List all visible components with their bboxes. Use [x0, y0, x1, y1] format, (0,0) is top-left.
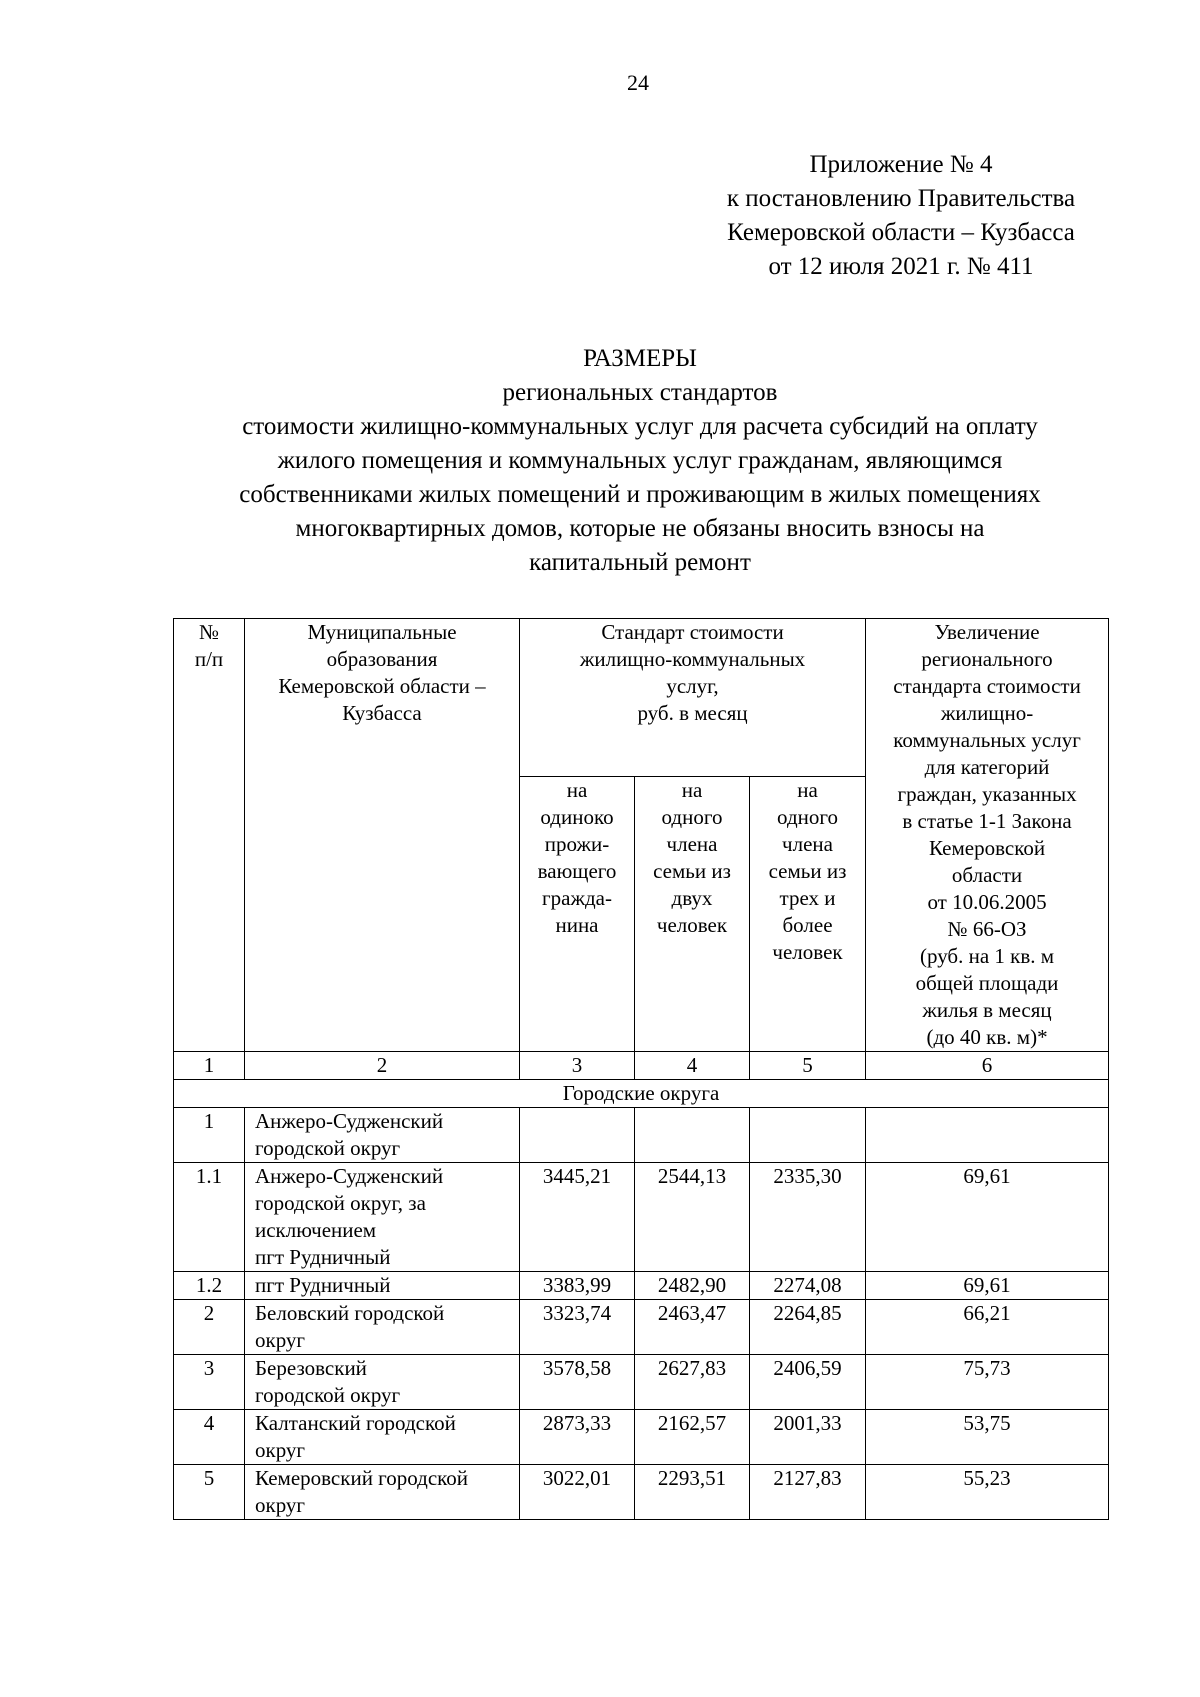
appendix-line: от 12 июля 2021 г. № 411: [768, 253, 1034, 280]
value-single: 3578,58: [520, 1355, 635, 1410]
value-three: 2264,85: [750, 1300, 866, 1355]
table-row: [174, 1108, 1109, 1163]
value-increase: 69,61: [866, 1272, 1109, 1300]
row-number: 3: [174, 1355, 245, 1410]
value-three: 2001,33: [750, 1410, 866, 1465]
table-row: [174, 1465, 1109, 1520]
appendix-line: к постановлению Правительства: [726, 185, 1076, 212]
municipality-name: Кемеровский городской округ: [245, 1465, 520, 1520]
row-number: 5: [174, 1465, 245, 1520]
appendix-block: [640, 148, 1162, 284]
table-row: [174, 1355, 1109, 1410]
value-single: 3323,74: [520, 1300, 635, 1355]
table-row: [174, 1163, 1109, 1272]
value-three: 2127,83: [750, 1465, 866, 1520]
title-line: региональных стандартов: [502, 379, 778, 406]
table-row: [174, 1410, 1109, 1465]
municipality-name: пгт Рудничный: [245, 1272, 520, 1300]
title-line: многоквартирных домов, которые не обязаны вносить взносы на: [295, 515, 985, 542]
value-two: 2463,47: [635, 1300, 750, 1355]
value-three: 2335,30: [750, 1163, 866, 1272]
value-two: 2627,83: [635, 1355, 750, 1410]
section-label: Городские округа: [174, 1080, 1109, 1108]
title-line: капитальный ремонт: [529, 549, 751, 576]
title-line: собственниками жилых помещений и проживающим в жилых помещениях: [239, 481, 1041, 508]
value-two: 2162,57: [635, 1410, 750, 1465]
appendix-line: Кемеровской области – Кузбасса: [727, 219, 1075, 246]
table-row: [174, 1300, 1109, 1355]
header-num: № п/п: [174, 619, 245, 1052]
col-number: 5: [750, 1052, 866, 1080]
row-number: 1.1: [174, 1163, 245, 1272]
value-two: 2293,51: [635, 1465, 750, 1520]
page-number: 24: [627, 70, 649, 95]
value-single: 3383,99: [520, 1272, 635, 1300]
table-body: [174, 1108, 1109, 1520]
header-municipality: Муниципальные образования Кемеровской области – Кузбасса: [245, 619, 520, 1052]
table-row: [174, 1272, 1109, 1300]
value-three: 2274,08: [750, 1272, 866, 1300]
col-number: 1: [174, 1052, 245, 1080]
header-three: на одного члена семьи из трех и более человек: [750, 776, 866, 1051]
title-line: жилого помещения и коммунальных услуг гражданам, являющимся: [277, 447, 1003, 474]
appendix-line: Приложение № 4: [809, 151, 993, 178]
municipality-name: Анжеро-Судженский городской округ, за исключением пгт Рудничный: [245, 1163, 520, 1272]
value-three: [750, 1108, 866, 1163]
document-title: [150, 342, 1130, 580]
value-increase: 55,23: [866, 1465, 1109, 1520]
header-single: на одиноко прожи- вающего гражда- нина: [520, 776, 635, 1051]
value-increase: 75,73: [866, 1355, 1109, 1410]
col-number: 6: [866, 1052, 1109, 1080]
standards-table: [173, 618, 1109, 1520]
value-increase: [866, 1108, 1109, 1163]
row-number: 2: [174, 1300, 245, 1355]
value-two: 2544,13: [635, 1163, 750, 1272]
value-two: 2482,90: [635, 1272, 750, 1300]
table-header: [174, 619, 1109, 1052]
header-increase: Увеличение регионального стандарта стоимости жилищно- коммунальных услуг для категорий граждан, указанных в статье 1-1 Закона Кемеровской области от 10.06.2005 № 66-ОЗ (руб. на 1 кв. м общей площади жилья в месяц (до 40 кв. м)*: [866, 619, 1109, 1052]
municipality-name: Березовский городской округ: [245, 1355, 520, 1410]
value-increase: 69,61: [866, 1163, 1109, 1272]
municipality-name: Беловский городской округ: [245, 1300, 520, 1355]
municipality-name: Анжеро-Судженский городской округ: [245, 1108, 520, 1163]
value-two: [635, 1108, 750, 1163]
col-number: 3: [520, 1052, 635, 1080]
col-number: 4: [635, 1052, 750, 1080]
value-increase: 66,21: [866, 1300, 1109, 1355]
row-number: 1: [174, 1108, 245, 1163]
title-heading: РАЗМЕРЫ: [583, 345, 697, 372]
header-two: на одного члена семьи из двух человек: [635, 776, 750, 1051]
row-number: 4: [174, 1410, 245, 1465]
value-single: 2873,33: [520, 1410, 635, 1465]
value-single: 3022,01: [520, 1465, 635, 1520]
header-standard: Стандарт стоимости жилищно-коммунальных услуг, руб. в месяц: [520, 619, 866, 777]
column-numbers: [174, 1052, 1109, 1108]
value-single: [520, 1108, 635, 1163]
value-single: 3445,21: [520, 1163, 635, 1272]
municipality-name: Калтанский городской округ: [245, 1410, 520, 1465]
value-increase: 53,75: [866, 1410, 1109, 1465]
title-line: стоимости жилищно-коммунальных услуг для расчета субсидий на оплату: [242, 413, 1038, 440]
col-number: 2: [245, 1052, 520, 1080]
row-number: 1.2: [174, 1272, 245, 1300]
value-three: 2406,59: [750, 1355, 866, 1410]
